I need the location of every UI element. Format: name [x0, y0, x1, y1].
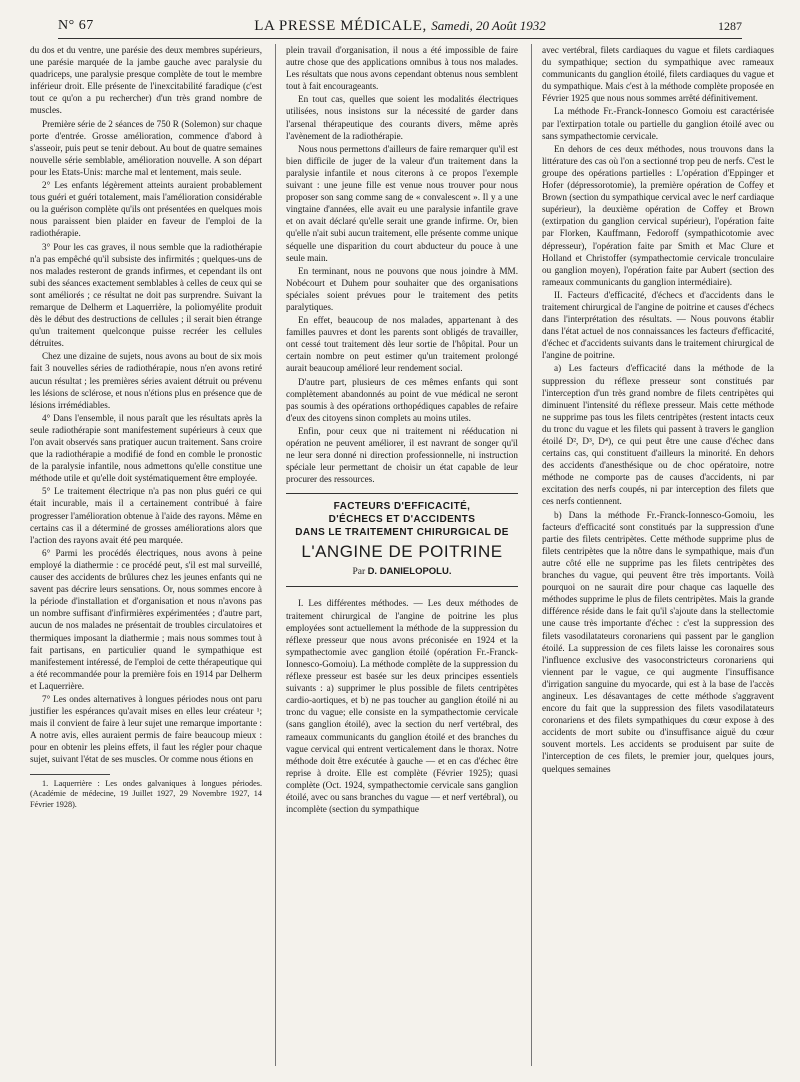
article-heading-line: DANS LE TRAITEMENT CHIRURGICAL DE	[295, 527, 509, 539]
paragraph: 4° Dans l'ensemble, il nous paraît que les résultats après la seule radiothérapie sont manifestement supérieurs à ceux que l'on avait observés sans pratiquer aucun traitement. Sans croire que la radiothérapie a modifié de fond en comble le pronostic de la paralysie infantile, nous admettons qu'elle constitue une méthode utile et qu'elle doit systématiquement être employée.	[30, 412, 262, 484]
byline	[286, 566, 518, 578]
paragraph: b) Dans la méthode Fr.-Franck-Ionnesco-Gomoiu, les facteurs d'efficacité sont constitués par la suppression d'une partie des filets centripètes. Cette méthode supprime plus de filets centripètes que la nôtre dans le sympathique, mais d'un autre côté elle ne supprime pas les filets centripètes des branches du vague, qui peuvent être très importants. Voilà pourquoi on ne saurait dire pour chaque cas laquelle des méthodes supprime le plus de filets centripètes. Mais la grande différence réside dans le fait qu'il s'ajoute dans la stellectomie une cause très importante d'échec : c'est la suppression des filets vasodilatateurs coronariens qui passent par le ganglion étoilé. La suppression de ces filets laisse les coronaires sous l'influence exclusive des vasoconstricteurs coronariens qui viennent par le vague, ce qui augmente l'insuffisance d'irrigation sanguine du myocarde, qui est à la base de l'accès angineux. Les désavantages de cette méthode s'aggravent encore du fait que la suppression des filets vasodilatateurs coronariens et des filets sympathiques du cœur expose à des accidents de mort subite ou d'insuffisance aiguë du cœur souvent mortels. Les accidents se produisent par suite de l'interception de ces filets, le premier jour, quelques jours, quelques semaines	[542, 509, 774, 774]
paragraph: Nous nous permettons d'ailleurs de faire remarquer qu'il est bien difficile de juger de la valeur d'un traitement dans la paralysie infantile et nous citerons à ce propos l'exemple suivant : une jeune fille est venue nous trouver pour nous proposer son sang comme sang de « convalescent ». Il y a une vingtaine d'années, elle avait eu une paralysie infantile grave et on avait déclaré qu'elle serait une grande infirme. Or, bien qu'elle n'ait subi aucun traitement, elle présente comme unique séquelle une disparition du court abducteur du pouce à une seule main.	[286, 143, 518, 263]
page-number: 1287	[718, 19, 742, 33]
paragraph: En tout cas, quelles que soient les modalités électriques utilisées, nous insistons sur la nécessité de garder dans l'arsenal thérapeutique des courants divers, même après l'avènement de la radiothérapie.	[286, 94, 518, 141]
author-name: D. DANIELOPOLU.	[367, 566, 452, 578]
paragraph: En effet, beaucoup de nos malades, appartenant à des familles pauvres et dont les parents sont obligés de travailler, ont cessé tout traitement dès leur sortie de l'hôpital. Pour un certain nombre on peut estimer qu'un traitement prolongé aurait beaucoup amélioré leur rendement social.	[286, 315, 518, 374]
paragraph: du dos et du ventre, une parésie des deux membres supérieurs, une parésie marquée de la jambe gauche avec paralysie du quadriceps, une paralysie presque complète de tout le membre inférieur droit. Elle présente de l'inexcitabilité faradique (c'est tout ce qu'on a pu rechercher) d'un très grand nombre de muscles.	[30, 45, 262, 116]
journal-masthead	[58, 16, 742, 36]
paragraph: Chez une dizaine de sujets, nous avons au bout de six mois fait 3 nouvelles séries de radiothérapie, nous n'en avons retiré aucun résultat ; les premières séries avaient détruit ou prévenu les lésions de sclérose, et nous n'étions plus en présence que de lésions irrémédiables.	[30, 351, 262, 410]
column-3	[542, 44, 774, 776]
paragraph: 6° Parmi les procédés électriques, nous avons à peine employé la diathermie : ce procédé peut, s'il est mal surveillé, causer des accidents de brûlures chez les jeunes enfants qui ne savent pas décrire leurs sensations. Or, nous sommes encore à la période d'installation et d'organisation et nous n'avons pas un nombre suffisant d'infirmières expérimentées ; d'autre part, aucun de nos malades ne présentait de troubles circulatoires et thermiques imposant la diathermie ; mais nous sommes tout à fait partisans, en particulier quand le sympathique est manifestement intéressé, de l'emploi de cette thérapeutique qui a été recommandée pour la première fois en 1914 par Delherm et Laquerrière.	[30, 547, 262, 691]
paragraph: I. Les différentes méthodes. — Les deux méthodes de traitement chirurgical de l'angine de poitrine les plus employées sont actuellement la méthode de la suppression du réflexe presseur que nous avons préconisée en 1924 et la sympathectomie avec ganglion étoilé (opération Fr.-Franck-Ionnesco-Gomoiu). La méthode complète de la suppression du réflexe presseur est basée sur les deux principes essentiels suivants : a) supprimer le plus possible de filets centripètes cardio-aortiques, et b) ne pas toucher au ganglion étoilé ni au tronc du vague; elle consiste en la sympathectomie cervicale (sans ganglion étoilé), avec la section du nerf vertébral, des rameaux communicants du ganglion étoilé et des branches du vague cervical qui entrent verticalement dans le thorax. Notre méthode doit être exécutée à gauche — et en cas d'échec être reprise à droite. Elle est complète (Février 1925); quasi complète (Oct. 1924, sympathectomie cervicale sans ganglion étoilé, avec ou sans branches du vague — et nerf vertébral), ou incomplète (section du sympathique	[286, 598, 518, 815]
paragraph: D'autre part, plusieurs de ces mêmes enfants qui sont complètement abandonnés au point de vue médical ne seront pas soumis à des opérations orthopédiques capables de refaire d'eux des citoyens sinon complets au moins utiles.	[286, 376, 518, 423]
issue-number: N° 67	[58, 18, 94, 33]
paragraph: 5° Le traitement électrique n'a pas non plus guéri ce qui était incurable, mais il a certainement contribué à faire progresser l'amélioration obtenue à l'aide des rayons. Même en certains cas il a déterminé de grosses améliorations alors que l'action des rayons avait été peu marquée.	[30, 486, 262, 545]
column-2	[286, 44, 518, 816]
paragraph: En dehors de ces deux méthodes, nous trouvons dans la littérature des cas où l'on a sectionné trop peu de nerfs. C'est le groupe des opérations partielles : L'opération d'Eppinger et Hofer (dépressorotomie), la première opération de Coffey et Brown (section du sympathique cervical avec le nerf cardiaque supérieur), la deuxième opération de Coffey et Brown (extirpation du ganglion cervical supérieur), l'opération faite par Florken, Kauffmann, Fedoroff (sympathicotomie avec dépresseur), l'opération faite par Smith et Mac Clure et Holland et Christoffer (sympathectomie cervicale tronculaire ou ganglion moyen), l'opération faite par Aubert (section des rameaux communicants du ganglion intermédiaire).	[542, 143, 774, 287]
paragraph: avec vertébral, filets cardiaques du vague et filets cardiaques du sympathique; section du sympathique avec rameaux communicants du ganglion étoilé, filets cardiaques du vague et du sympathique. Mais c'est à la méthode complète proposée en Février 1925 que nous nous sommes arrêté définitivement.	[542, 45, 774, 104]
paragraph: a) Les facteurs d'efficacité dans la méthode de la suppression du réflexe presseur sont constitués par l'interception d'un très grand nombre de filets centripètes qui diminuent l'intensité du réflexe presseur. Mais cette méthode ne supprime pas tous les filets centripètes (restent intacts ceux du tronc du vague et les filets qui passent à travers le ganglion étoilé D², D³, D⁴), ce qui peut être une cause d'échec dans certains cas, qui constituent d'ailleurs la minorité. En dehors des accidents d'anesthésique ou de choc opératoire, notre méthode ne comporte pas de causes d'accidents, ni par excitation des nerfs coupés, ni par interception des filets que ces nerfs contiennent.	[542, 363, 774, 507]
paragraph: La méthode Fr.-Franck-Ionnesco Gomoiu est caractérisée par l'extirpation totale ou partielle du ganglion étoilé avec ou sans sympathectomie cervicale.	[542, 106, 774, 141]
byline-prefix: Par	[352, 567, 366, 578]
article-heading-line: D'ÉCHECS ET D'ACCIDENTS	[328, 514, 476, 526]
paragraph: Enfin, pour ceux que ni traitement ni rééducation ni opération ne peuvent améliorer, il est navrant de songer qu'il ne leur sera donné ni direction professionnelle, ni instruction spéciale leur permettant de choisir un état capable de leur procurer des ressources.	[286, 425, 518, 485]
issue-date: Samedi, 20 Août 1932	[431, 18, 546, 33]
footnote-rule	[30, 774, 110, 775]
paragraph: En terminant, nous ne pouvons que nous joindre à MM. Nobécourt et Duhem pour souhaiter que des organisations spéciales soient prévues pour le traitement des petits paralytiques.	[286, 265, 518, 312]
paragraph: plein travail d'organisation, il nous a été impossible de faire autre chose que des applications omnibus à tous nos malades. Les résultats que nous avons cependant obtenus nous semblent tout à fait encourageants.	[286, 45, 518, 92]
journal-title: LA PRESSE MÉDICALE,	[254, 18, 427, 34]
paragraph: 7° Les ondes alternatives à longues périodes nous ont paru justifier les espérances qu'avait mises en elles leur créateur ¹; mais il convient de faire à leur sujet une remarque importante : A notre avis, elles auraient permis de faire beaucoup mieux : pour en obtenir les pleins effets, il faut les régler pour chaque sujet, suivant l'état de ses muscles. Or comme nous étions en	[30, 693, 262, 765]
paragraph: 2° Les enfants légèrement atteints auraient probablement tous guéri et guéri totalement, mais l'amélioration considérable ou la guérison complète qu'ils ont présentées en quelques mois nous paraissent bien plaider en faveur de l'emploi de la radiothérapie.	[30, 180, 262, 239]
column-divider	[531, 44, 532, 1066]
article-heading-line: FACTEURS D'EFFICACITÉ,	[333, 501, 471, 513]
article-heading	[286, 493, 518, 587]
paragraph: 3° Pour les cas graves, il nous semble que la radiothérapie n'a pas empêché qu'il subsiste des infirmités ; quelques-uns de nos malades resteront de grands infirmes, et cependant ils ont subi des séances exactement semblables à celles de ceux qui se sont améliorés ; ce résultat ne doit pas surprendre. Suivant la remarque de Delherm et Laquerrière, la poliomyélite produit dès le début des destructions de cellules ; il serait bien étrange qu'un traitement quelconque puisse recréer les cellules détruites.	[30, 241, 262, 349]
column-divider	[275, 44, 276, 1066]
column-1	[30, 44, 262, 810]
page-header	[58, 16, 742, 39]
paragraph: II. Facteurs d'efficacité, d'échecs et d'accidents dans le traitement chirurgical de l'angine de poitrine et causes d'échecs dans l'interprétation des résultats. — Nous pouvons établir dans l'état actuel de nos connaissances les facteurs d'efficacité, d'échec et d'accidents suivants dans le traitement chirurgical de l'angine de poitrine.	[542, 289, 774, 361]
article-title: L'ANGINE DE POITRINE	[301, 542, 503, 562]
paragraph: Première série de 2 séances de 750 R (Solemon) sur chaque porte d'entrée. Grosse amélioration, commence d'abord à s'asseoir, puis peut se tenir debout. Au bout de quatre semaines nouvelle série semblable, amélioration nouvelle. A son départ pour les Etats-Unis: marche mal et lentement, mais seule.	[30, 118, 262, 177]
footnote: 1. Laquerrière : Les ondes galvaniques à longues périodes. (Académie de médecine, 19 Juillet 1927, 29 Novembre 1927, 14 Février 1928).	[30, 778, 262, 809]
